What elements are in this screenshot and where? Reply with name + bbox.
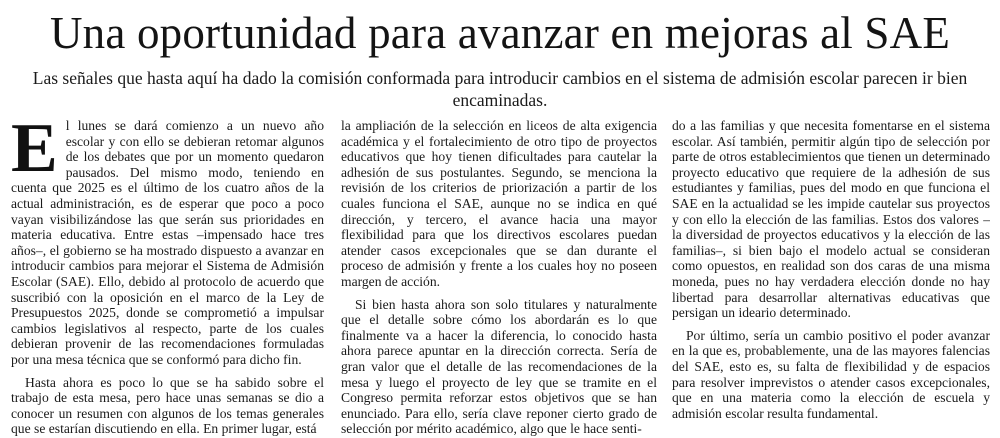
article-column-2 bbox=[341, 118, 657, 436]
column-3-paragraph-1: do a las familias y que necesita fomentarse en el sistema escolar. Así también, permitir algún tipo de selección por parte de otros establecimientos que tienen un determinado proyecto educativo que requiere de la adhesión de sus estudiantes y familias, pues del modo en que funciona el SAE en la actualidad se les impide cautelar sus proyectos y con ello la elección de las familias. Estos dos valores –la diversidad de proyectos educativos y la elección de las familias–, si bien bajo el modelo actual se consideran como opuestos, en realidad son dos caras de una misma moneda, pues no hay verdadera elección donde no hay libertad para desarrollar alternativas educativas que persigan un ideario determinado. bbox=[672, 118, 990, 321]
article-subhead: Las señales que hasta aquí ha dado la comisión conformada para introducir cambios en el sistema de admisión escolar parecen ir bien encaminadas. bbox=[32, 68, 968, 110]
article-column-3 bbox=[672, 118, 990, 436]
column-3-paragraph-2: Por último, sería un cambio positivo el poder avanzar en la que es, probablemente, una de las mayores falencias del SAE, esto es, su falta de flexibilidad y de espacios para resolver imprevistos o atender casos excepcionales, que en una materia como la elección de escuela y admisión escolar resulta fundamental. bbox=[672, 327, 990, 421]
column-2-paragraph-1: la ampliación de la selección en liceos de alta exigencia académica y el fortalecimiento de otro tipo de proyectos educativos que hoy tienen dificultades para cautelar la adhesión de sus postulantes. Segundo, se menciona la revisión de los criterios de priorización a partir de los cuales funciona el SAE, aunque no se indica en qué dirección, y tercero, el avance hacia una mayor flexibilidad para que los directivos escolares puedan atender casos excepcionales que se dan durante el proceso de admisión y frente a los cuales hoy no poseen margen de acción. bbox=[341, 118, 657, 289]
column-1-paragraph-2: Hasta ahora es poco lo que se ha sabido sobre el trabajo de esta mesa, pero hace unas semanas se dio a conocer un resumen con algunos de los temas generales que se estarían discutiendo en ella. En primer lugar, está bbox=[11, 374, 324, 436]
column-2-paragraph-2: Si bien hasta ahora son solo titulares y naturalmente que el detalle sobre cómo los abordarán es lo que finalmente va a hacer la diferencia, lo conocido hasta ahora parece apuntar en la dirección correcta. Sería de gran valor que el detalle de las recomendaciones de la mesa y luego el proyecto de ley que se tramite en el Congreso permita reforzar estos objetivos que se han enunciado. Para ello, sería clave reponer cierto grado de selección por mérito académico, algo que le hace senti- bbox=[341, 296, 657, 436]
column-1-paragraph-1-text: l lunes se dará comienzo a un nuevo año escolar y con ello se debieran retomar algunos de los debates que por un momento quedaron pausados. Del mismo modo, teniendo en cuenta que 2025 es el último de los cuatro años de la actual administración, es de esperar que poco a poco vayan visibilizándose las que serán sus prioridades en materia educativa. Entre estas –impensado hace tres años–, el gobierno se ha mostrado dispuesto a avanzar en introducir cambios para mejorar el Sistema de Admisión Escolar (SAE). Ello, debido al protocolo de acuerdo que suscribió con la oposición en el marco de la Ley de Presupuestos 2025, donde se comprometió a impulsar cambios legislativos al respecto, parte de los cuales debieran provenir de las recomendaciones formuladas por una mesa técnica que se conformó para dicho fin. bbox=[11, 118, 324, 367]
article-column-1 bbox=[11, 118, 324, 436]
article-headline: Una oportunidad para avanzar en mejoras al SAE bbox=[49, 8, 951, 58]
drop-cap: E bbox=[11, 118, 58, 187]
column-1-paragraph-1 bbox=[11, 118, 324, 368]
